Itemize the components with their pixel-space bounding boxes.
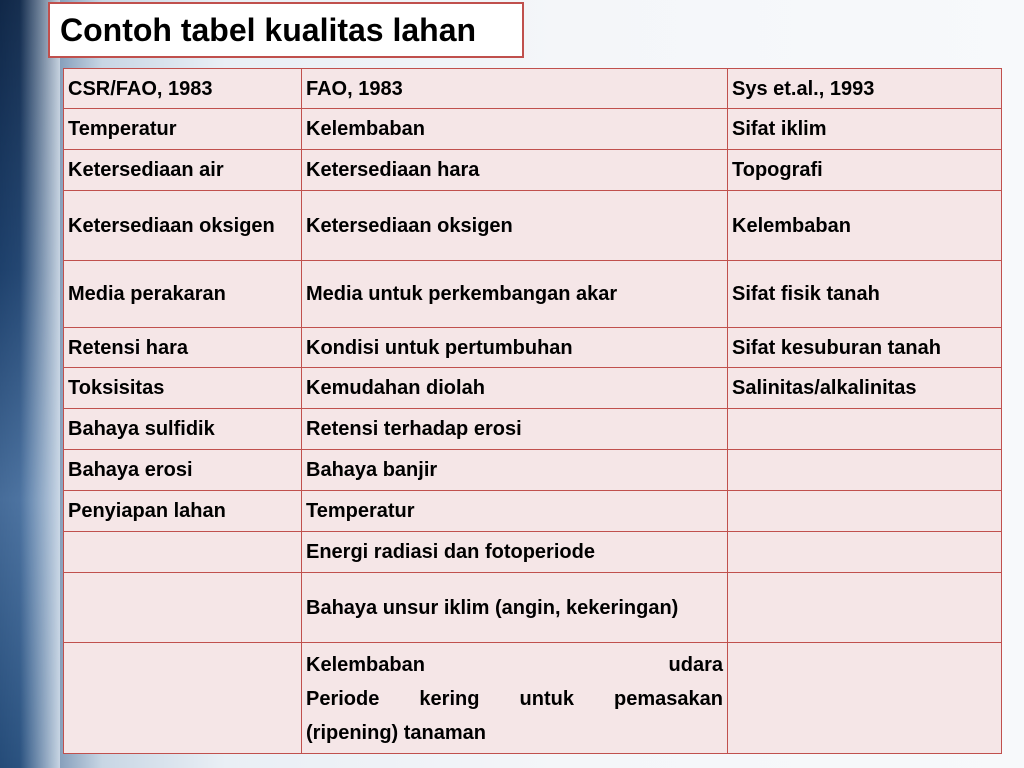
table-cell: Bahaya sulfidik	[64, 409, 302, 450]
table-row	[64, 368, 1002, 409]
table-cell: Ketersediaan oksigen	[64, 191, 302, 261]
table-cell	[728, 409, 1002, 450]
table-row	[64, 409, 1002, 450]
cell-line	[306, 648, 723, 682]
table-cell: Bahaya banjir	[302, 450, 728, 491]
table-cell: Retensi hara	[64, 328, 302, 368]
table-cell: Sifat kesuburan tanah	[728, 328, 1002, 368]
table-cell: Salinitas/alkalinitas	[728, 368, 1002, 409]
land-quality-table	[63, 68, 1002, 754]
table-cell: Energi radiasi dan fotoperiode	[302, 532, 728, 573]
table-row	[64, 191, 1002, 261]
table-cell: Toksisitas	[64, 368, 302, 409]
cell-word: untuk	[519, 688, 574, 710]
table-cell: Media untuk perkembangan akar	[302, 261, 728, 328]
table-cell: Bahaya unsur iklim (angin, kekeringan)	[302, 573, 728, 643]
table-row	[64, 328, 1002, 368]
table-cell	[728, 573, 1002, 643]
table-cell: CSR/FAO, 1983	[64, 69, 302, 109]
cell-word: (ripening) tanaman	[306, 722, 487, 744]
cell-word: udara	[668, 654, 723, 676]
table-cell: Ketersediaan air	[64, 150, 302, 191]
slide-background-band	[0, 0, 60, 768]
table-cell-multiline	[302, 643, 728, 754]
cell-word: Kelembaban	[306, 654, 425, 676]
table-row	[64, 532, 1002, 573]
table-cell: Ketersediaan hara	[302, 150, 728, 191]
cell-line	[306, 682, 723, 716]
title-box	[48, 2, 524, 58]
cell-word: kering	[419, 688, 480, 710]
table-row	[64, 491, 1002, 532]
table-row	[64, 261, 1002, 328]
table-cell	[728, 643, 1002, 754]
table-cell	[728, 532, 1002, 573]
table-cell: Penyiapan lahan	[64, 491, 302, 532]
table-cell: Ketersediaan oksigen	[302, 191, 728, 261]
table-cell: Temperatur	[64, 109, 302, 150]
table-cell: Temperatur	[302, 491, 728, 532]
table-cell: Kelembaban	[728, 191, 1002, 261]
table-cell	[64, 573, 302, 643]
table-cell	[64, 532, 302, 573]
table-row	[64, 150, 1002, 191]
table-row	[64, 109, 1002, 150]
table-cell: Kemudahan diolah	[302, 368, 728, 409]
table-cell: FAO, 1983	[302, 69, 728, 109]
table-cell	[728, 491, 1002, 532]
table-cell	[64, 643, 302, 754]
table-cell: Bahaya erosi	[64, 450, 302, 491]
table-cell: Sys et.al., 1993	[728, 69, 1002, 109]
table-row	[64, 450, 1002, 491]
table-cell: Topografi	[728, 150, 1002, 191]
slide-title: Contoh tabel kualitas lahan	[60, 11, 477, 48]
table-row	[64, 643, 1002, 754]
table-cell: Retensi terhadap erosi	[302, 409, 728, 450]
table-cell: Sifat fisik tanah	[728, 261, 1002, 328]
cell-word: Periode	[306, 688, 380, 710]
table-row	[64, 573, 1002, 643]
table-cell: Kelembaban	[302, 109, 728, 150]
table-cell: Kondisi untuk pertumbuhan	[302, 328, 728, 368]
cell-line	[306, 716, 723, 750]
table-row	[64, 69, 1002, 109]
table-cell: Sifat iklim	[728, 109, 1002, 150]
table-cell	[728, 450, 1002, 491]
cell-word: pemasakan	[614, 688, 723, 710]
table-cell: Media perakaran	[64, 261, 302, 328]
